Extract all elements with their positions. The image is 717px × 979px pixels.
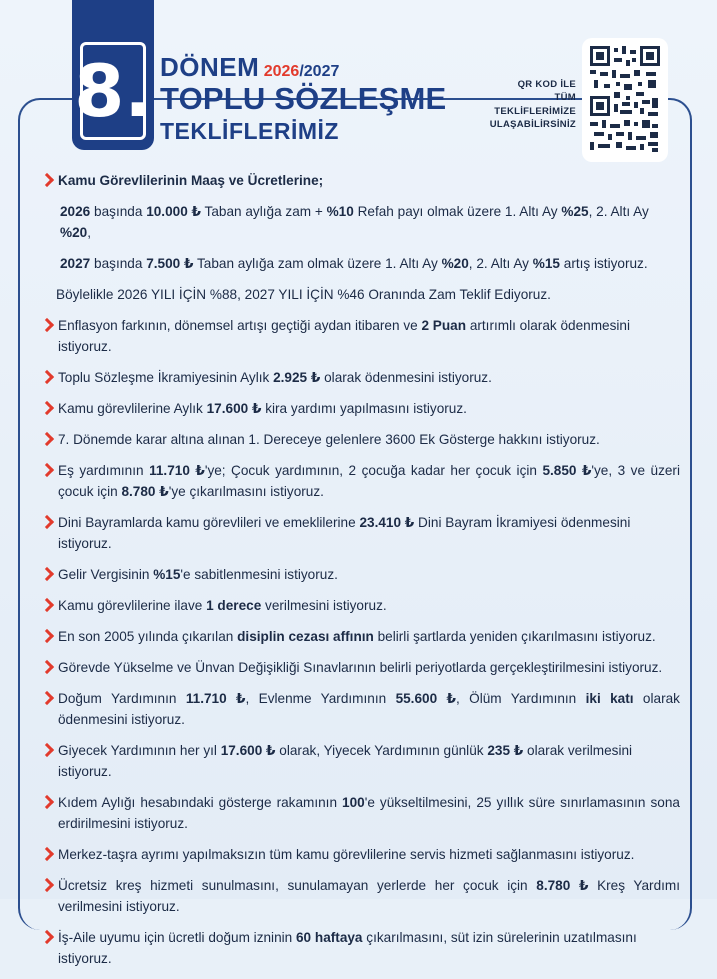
list-item: Giyecek Yardımının her yıl 17.600 ₺ olarak, Yiyecek Yardımının günlük 235 ₺ olarak verilmesini istiyoruz. (40, 740, 680, 782)
list-item: Eş yardımının 11.710 ₺'ye; Çocuk yardımının, 2 çocuğa kadar her çocuk için 5.850 ₺'ye, 3 ve üzeri çocuk için 8.780 ₺'ye çıkarılmasını istiyoruz. (40, 460, 680, 502)
demand-list (40, 170, 680, 979)
qr-caption: QR KOD İLE TÜM TEKLİFLERİMİZE ULAŞABİLİRSİNİZ (489, 79, 576, 130)
logo (72, 0, 154, 150)
logo-number: 8. (74, 49, 152, 133)
list-item: Görevde Yükselme ve Ünvan Değişikliği Sınavlarının belirli periyotlarda gerçekleştirilmesini istiyoruz. (40, 657, 680, 678)
list-item: 2026 başında 10.000 ₺ Taban aylığa zam + %10 Refah payı olmak üzere 1. Altı Ay %25, 2. Altı Ay %20, (60, 204, 649, 240)
list-item: Merkez-taşra ayrımı yapılmaksızın tüm kamu görevlilerine servis hizmeti sağlanmasını istiyoruz. (40, 844, 680, 865)
title-block (160, 52, 446, 145)
qr-code[interactable] (582, 38, 668, 162)
title-donem: DÖNEM (160, 52, 260, 82)
list-item: Kamu görevlilerine Aylık 17.600 ₺ kira yardımı yapılmasını istiyoruz. (40, 398, 680, 419)
list-item: Ücretsiz kreş hizmeti sunulmasını, sunulamayan yerlerde her çocuk için 8.780 ₺ Kreş Yardımı verilmesini istiyoruz. (40, 875, 680, 917)
list-item: Dini Bayramlarda kamu görevlileri ve emeklilerine 23.410 ₺ Dini Bayram İkramiyesi ödenmesini istiyoruz. (40, 512, 680, 554)
list-item: Kamu görevlilerine ilave 1 derece verilmesini istiyoruz. (40, 595, 680, 616)
list-item: 2027 başında 7.500 ₺ Taban aylığa zam olmak üzere 1. Altı Ay %20, 2. Altı Ay %15 artış istiyoruz. (60, 256, 648, 271)
list-item: Böylelikle 2026 YILI İÇİN %88, 2027 YILI İÇİN %46 Oranında Zam Teklif Ediyoruz. (56, 287, 551, 302)
title-years: 2026/2027 (263, 63, 340, 80)
title-main: TOPLU SÖZLEŞME (160, 81, 447, 116)
title-sub: TEKLİFLERİMİZ (160, 117, 339, 144)
list-item: İş-Aile uyumu için ücretli doğum izninin 60 haftaya çıkarılmasını, süt izin sürelerinin uzatılmasını istiyoruz. (40, 927, 680, 969)
list-item: 7. Dönemde karar altına alınan 1. Dereceye gelenlere 3600 Ek Gösterge hakkını istiyoruz. (40, 429, 680, 450)
logo-frame (74, 42, 152, 140)
list-item: Kamu Görevlilerinin Maaş ve Ücretlerine; (40, 170, 680, 191)
list-item: Kıdem Aylığı hesabındaki gösterge rakamının 100'e yükseltilmesini, 25 yıllık süre sınırlamasının sona erdirilmesini istiyoruz. (40, 792, 680, 834)
list-item: Toplu Sözleşme İkramiyesinin Aylık 2.925 ₺ olarak ödenmesini istiyoruz. (40, 367, 680, 388)
list-item: Doğum Yardımının 11.710 ₺, Evlenme Yardımının 55.600 ₺, Ölüm Yardımının iki katı olarak ödenmesini istiyoruz. (40, 688, 680, 730)
list-item: Enflasyon farkının, dönemsel artışı geçtiği aydan itibaren ve 2 Puan artırımlı olarak ödenmesini istiyoruz. (40, 315, 680, 357)
list-item: En son 2005 yılında çıkarılan disiplin cezası affının belirli şartlarda yeniden çıkarılmasını istiyoruz. (40, 626, 680, 647)
qr-code-icon (590, 46, 660, 154)
list-item: Gelir Vergisinin %15'e sabitlenmesini istiyoruz. (40, 564, 680, 585)
